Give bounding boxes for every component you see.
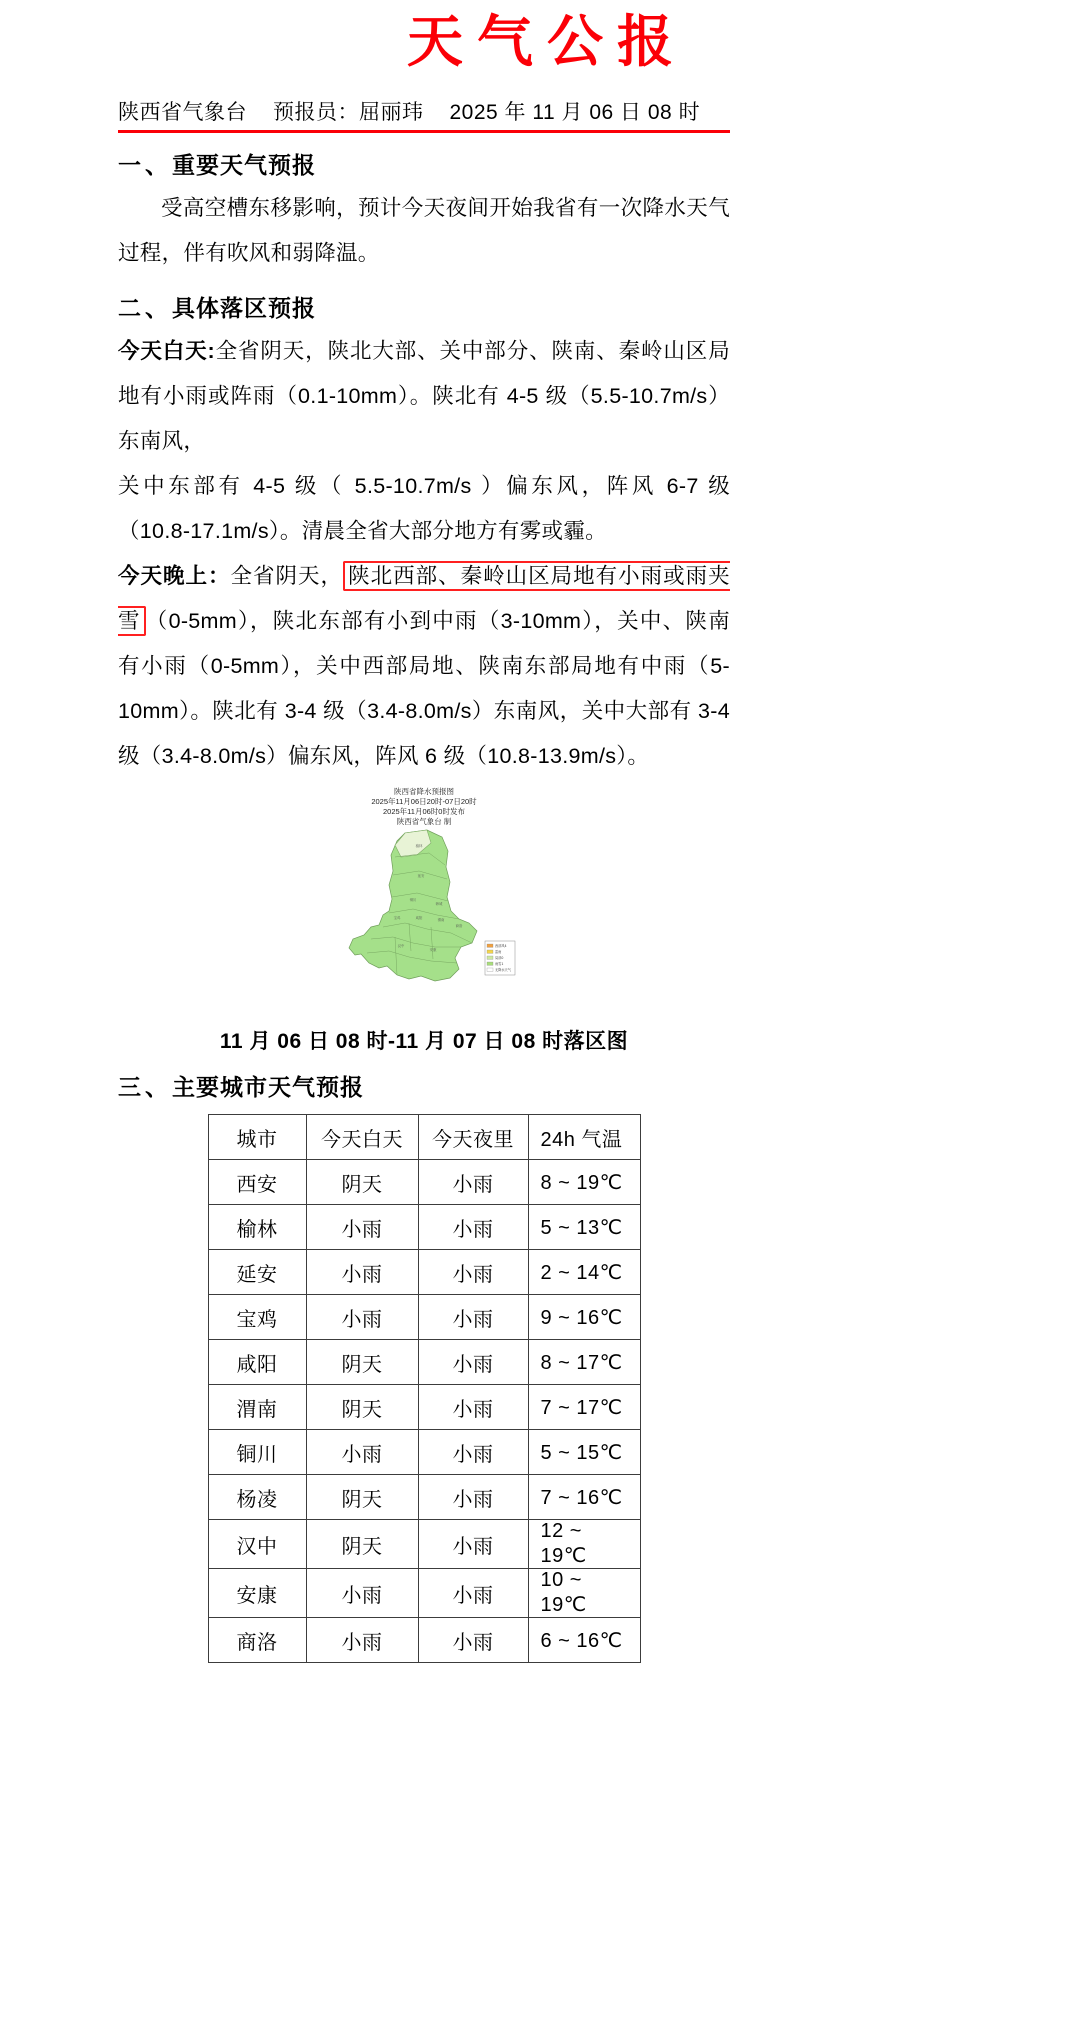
temp-cell: 7 ~ 16℃ — [528, 1475, 640, 1520]
byline-datetime: 2025 年 11 月 06 日 08 时 — [449, 101, 701, 124]
svg-text:渭南: 渭南 — [437, 918, 445, 922]
section-2-number: 二、 — [118, 295, 172, 321]
night-cell: 小雨 — [418, 1520, 528, 1569]
precipitation-map-figure — [118, 785, 730, 1055]
evening-highlight: 陕北西部、秦岭山区局地有小雨或雨夹雪 — [118, 561, 730, 636]
night-cell: 小雨 — [418, 1475, 528, 1520]
city-cell: 渭南 — [208, 1385, 306, 1430]
city-cell: 咸阳 — [208, 1340, 306, 1385]
city-cell: 汉中 — [208, 1520, 306, 1569]
city-cell: 宝鸡 — [208, 1295, 306, 1340]
day-cell: 小雨 — [306, 1295, 418, 1340]
table-row — [208, 1205, 640, 1250]
byline-forecaster-name: 屈丽玮 — [359, 101, 424, 124]
city-cell: 延安 — [208, 1250, 306, 1295]
city-cell: 安康 — [208, 1569, 306, 1618]
svg-text:铜川: 铜川 — [409, 898, 417, 902]
temp-cell: 8 ~ 17℃ — [528, 1340, 640, 1385]
table-row — [208, 1569, 640, 1618]
svg-text:韩城: 韩城 — [435, 902, 443, 906]
svg-text:咸阳: 咸阳 — [415, 916, 423, 920]
svg-text:延安: 延安 — [417, 874, 425, 878]
section-1-body: 受高空槽东移影响，预计今天夜间开始我省有一次降水天气过程，伴有吹风和弱降温。 — [118, 196, 730, 265]
day-cell: 小雨 — [306, 1250, 418, 1295]
table-header-row — [208, 1115, 640, 1160]
table-row — [208, 1160, 640, 1205]
city-cell: 商洛 — [208, 1618, 306, 1663]
day-cell: 小雨 — [306, 1618, 418, 1663]
night-cell: 小雨 — [418, 1340, 528, 1385]
temp-cell: 7 ~ 17℃ — [528, 1385, 640, 1430]
evening-rest-4: 偏东风，阵风 6 级（10.8-13.9m/s）。 — [287, 744, 650, 768]
day-cell: 小雨 — [306, 1430, 418, 1475]
section-3-number: 三、 — [118, 1074, 172, 1100]
temp-cell: 5 ~ 15℃ — [528, 1430, 640, 1475]
svg-text:雷雨: 雷雨 — [495, 950, 502, 954]
evening-prefix: 全省阴天， — [230, 564, 344, 588]
section-2-title: 具体落区预报 — [172, 295, 316, 321]
day-cell: 阴天 — [306, 1520, 418, 1569]
map-header-text — [274, 785, 574, 827]
byline — [118, 98, 730, 133]
night-cell: 小雨 — [418, 1618, 528, 1663]
document-title: 天气公报 — [407, 10, 687, 75]
map-header-line-2: 2025年11月06日20时-07日20时 — [371, 797, 477, 806]
evening-forecast — [118, 554, 730, 779]
section-heading-3 — [118, 1069, 730, 1102]
temp-cell: 9 ~ 16℃ — [528, 1295, 640, 1340]
night-cell: 小雨 — [418, 1295, 528, 1340]
table-row — [208, 1250, 640, 1295]
city-cell: 杨凌 — [208, 1475, 306, 1520]
table-row — [208, 1520, 640, 1569]
section-1-number: 一、 — [118, 152, 172, 178]
city-cell: 榆林 — [208, 1205, 306, 1250]
table-row — [208, 1430, 640, 1475]
svg-text:宝鸡: 宝鸡 — [393, 916, 401, 920]
map-legend-icon — [485, 941, 515, 975]
evening-rest-1: （0-5mm），陕北东部有小到中雨（3-10mm），关中、陕南有小雨 — [118, 609, 730, 678]
svg-text:安康: 安康 — [429, 948, 437, 952]
byline-office: 陕西省气象台 — [118, 101, 247, 124]
temp-cell: 12 ~ 19℃ — [528, 1520, 640, 1569]
shaanxi-province-map-icon — [309, 827, 539, 1007]
document-body — [118, 78, 730, 1663]
map-header-line-4: 陕西省气象台 制 — [396, 817, 452, 826]
day-cell: 小雨 — [306, 1205, 418, 1250]
map-header-line-1: 陕西省降水预报图 — [394, 787, 454, 796]
daytime-label: 今天白天: — [118, 339, 216, 363]
section-1-title: 重要天气预报 — [172, 152, 316, 178]
night-cell: 小雨 — [418, 1385, 528, 1430]
city-forecast-table — [208, 1114, 641, 1663]
day-cell: 阴天 — [306, 1160, 418, 1205]
svg-text:局部0: 局部0 — [495, 956, 504, 960]
svg-text:雨雪1: 雨雪1 — [495, 962, 504, 966]
svg-text:无降水天气: 无降水天气 — [495, 968, 511, 972]
city-cell: 铜川 — [208, 1430, 306, 1475]
table-row — [208, 1475, 640, 1520]
column-header-night: 今天夜里 — [418, 1115, 528, 1160]
byline-forecaster-label: 预报员： — [273, 101, 359, 124]
section-3-title: 主要城市天气预报 — [172, 1074, 364, 1100]
day-cell: 小雨 — [306, 1569, 418, 1618]
daytime-forecast — [118, 329, 730, 554]
daytime-line-1: 全省阴天，陕北大部、关中部分、陕南、秦岭山区局地有 — [118, 339, 730, 408]
svg-text:榆林: 榆林 — [415, 844, 423, 848]
svg-text:汉中: 汉中 — [397, 944, 405, 948]
daytime-line-2: 小雨或阵雨（0.1-10mm）。陕北有 4-5 级（5.5-10.7m/s）东南风， — [118, 384, 730, 453]
night-cell: 小雨 — [418, 1430, 528, 1475]
table-row — [208, 1385, 640, 1430]
evening-rest-2: （0-5mm），关中西部局地、陕南东部局地有中雨（5-10mm）。陕 — [118, 654, 730, 723]
city-forecast-table-wrapper — [118, 1114, 730, 1663]
temp-cell: 6 ~ 16℃ — [528, 1618, 640, 1663]
svg-text:西部风4: 西部风4 — [495, 944, 507, 948]
day-cell: 阴天 — [306, 1385, 418, 1430]
daytime-line-3: 关中东部有 4-5 级（ 5.5-10.7m/s ）偏东风，阵风 6-7 级 — [118, 474, 730, 498]
column-header-temp: 24h 气温 — [528, 1115, 640, 1160]
temp-cell: 8 ~ 19℃ — [528, 1160, 640, 1205]
night-cell: 小雨 — [418, 1250, 528, 1295]
night-cell: 小雨 — [418, 1569, 528, 1618]
evening-label: 今天晚上： — [118, 564, 231, 588]
map-caption: 11 月 06 日 08 时-11 月 07 日 08 时落区图 — [219, 1030, 629, 1053]
night-cell: 小雨 — [418, 1160, 528, 1205]
map-container — [274, 785, 574, 1015]
evening-rest-3: 北有 3-4 级（3.4-8.0m/s）东南风，关中大部有 3-4 级（3.4-8.0m/s） — [118, 699, 730, 768]
daytime-line-4: （10.8-17.1m/s）。清晨全省大部分地方有雾或霾。 — [118, 519, 607, 543]
section-heading-1 — [118, 147, 730, 180]
section-heading-2 — [118, 290, 730, 323]
svg-text:商洛: 商洛 — [455, 924, 463, 928]
temp-cell: 5 ~ 13℃ — [528, 1205, 640, 1250]
table-row — [208, 1618, 640, 1663]
temp-cell: 10 ~ 19℃ — [528, 1569, 640, 1618]
column-header-day: 今天白天 — [306, 1115, 418, 1160]
table-row — [208, 1295, 640, 1340]
table-row — [208, 1340, 640, 1385]
city-cell: 西安 — [208, 1160, 306, 1205]
temp-cell: 2 ~ 14℃ — [528, 1250, 640, 1295]
night-cell: 小雨 — [418, 1205, 528, 1250]
day-cell: 阴天 — [306, 1340, 418, 1385]
day-cell: 阴天 — [306, 1475, 418, 1520]
map-header-line-3: 2025年11月06时0时发布 — [383, 807, 465, 816]
column-header-city: 城市 — [208, 1115, 306, 1160]
